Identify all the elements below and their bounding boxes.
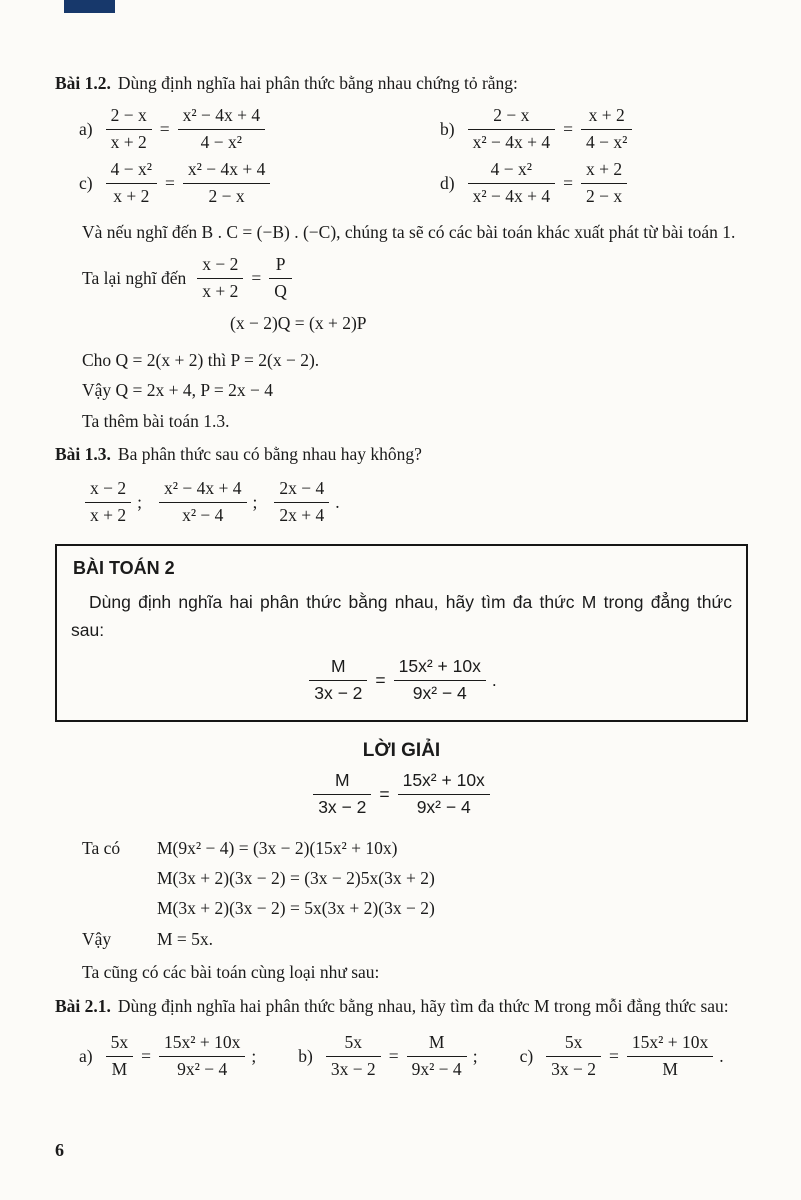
page-content	[55, 70, 748, 1081]
fraction-numerator: 2 − x	[493, 105, 530, 126]
fraction	[546, 1032, 601, 1081]
fraction	[581, 159, 627, 208]
fraction-numerator: 4 − x²	[110, 158, 152, 179]
fraction	[106, 159, 157, 208]
equals-sign: =	[141, 1046, 151, 1067]
nghi-den-line	[82, 254, 748, 303]
equation-d	[440, 159, 748, 208]
step-formula: M(3x + 2)(3x − 2) = (3x − 2)5x(3x + 2)	[157, 868, 435, 889]
fraction-numerator: x + 2	[585, 158, 623, 179]
fraction-denominator: 2x + 4	[274, 502, 329, 527]
bai-1-2-intro: Dùng định nghĩa hai phân thức bằng nhau chứng tỏ rằng:	[117, 73, 518, 93]
bai-2-1-intro: Dùng định nghĩa hai phân thức bằng nhau, hãy tìm đa thức M trong mỗi đẳng thức sau:	[117, 996, 729, 1017]
fraction-denominator: x + 2	[106, 129, 152, 154]
fraction	[178, 105, 266, 154]
fraction-denominator: 2 − x	[581, 183, 627, 208]
fraction-numerator: x − 2	[90, 477, 127, 498]
fraction-denominator: x² − 4x + 4	[468, 129, 556, 154]
fraction	[269, 254, 292, 303]
fraction-denominator: x² − 4	[159, 502, 247, 527]
fraction	[313, 770, 371, 819]
fraction	[326, 1032, 381, 1081]
item-label: c)	[519, 1046, 534, 1067]
bai-toan-2-equation	[71, 656, 732, 705]
period: .	[491, 669, 497, 690]
fraction-numerator: 5x	[564, 1032, 583, 1053]
header-bar-decoration	[64, 0, 115, 13]
solution-step	[82, 833, 748, 863]
equation-c	[520, 1032, 724, 1081]
bai-2-1-equations	[79, 1032, 748, 1081]
item-label: a)	[79, 119, 93, 139]
solution-step	[82, 863, 748, 893]
item-label: b)	[440, 119, 455, 139]
bai-1-3-intro: Ba phân thức sau có bằng nhau hay không?	[117, 443, 422, 464]
item-label: a)	[79, 1046, 93, 1067]
fraction-numerator: M	[331, 655, 346, 676]
equation-xq: (x − 2)Q = (x + 2)P	[230, 312, 367, 333]
bai-toan-2-box	[55, 544, 748, 722]
fraction-denominator: x + 2	[85, 502, 131, 527]
bai-1-2-label: Bài 1.2.	[55, 73, 111, 93]
fraction-denominator: x + 2	[197, 278, 243, 303]
fraction-numerator: 15x² + 10x	[398, 655, 481, 676]
equals-sign: =	[159, 119, 170, 139]
fraction-denominator: x + 2	[106, 183, 157, 208]
fraction	[468, 105, 556, 154]
step-lead	[82, 863, 157, 893]
bai-1-3-heading	[55, 441, 748, 468]
fraction-numerator: M	[428, 1032, 445, 1053]
fraction-denominator: M	[627, 1056, 713, 1081]
separator: ;	[251, 1046, 257, 1067]
fraction-numerator: M	[334, 770, 350, 791]
fraction-denominator: 9x² − 4	[394, 680, 486, 705]
equals-sign: =	[251, 267, 262, 288]
bai-2-1-heading	[55, 993, 748, 1020]
loi-giai-title: LỜI GIẢI	[362, 740, 441, 762]
fraction	[106, 1032, 134, 1081]
paragraph-bc-remark: Và nếu nghĩ đến B . C = (−B) . (−C), chúng ta sẽ có các bài toán khác xuất phát từ bài toán 1.	[82, 221, 736, 242]
line-vay: Vậy Q = 2x + 4, P = 2x − 4	[82, 380, 273, 401]
separator: .	[719, 1046, 724, 1067]
fraction-numerator: 15x² + 10x	[402, 770, 485, 791]
separator: .	[335, 491, 340, 512]
fraction-denominator: M	[106, 1056, 134, 1081]
equals-sign: =	[164, 172, 175, 193]
equals-sign: =	[563, 172, 573, 193]
separator: ;	[472, 1046, 478, 1067]
fraction-group	[271, 478, 339, 527]
bai-2-1-label: Bài 2.1.	[55, 996, 111, 1017]
fraction	[394, 656, 486, 705]
step-formula: M = 5x.	[157, 928, 214, 949]
step-lead: Vậy	[82, 928, 112, 949]
fraction-numerator: 15x² + 10x	[631, 1032, 709, 1053]
fraction-denominator: 3x − 2	[326, 1056, 381, 1081]
bai-1-3-label: Bài 1.3.	[55, 443, 111, 464]
item-label: d)	[440, 172, 455, 193]
fraction-denominator: 2 − x	[183, 183, 271, 208]
fraction-numerator: x + 2	[588, 105, 625, 126]
separator: ;	[137, 491, 142, 512]
bai-toan-2-title: BÀI TOÁN 2	[73, 558, 175, 579]
step-lead	[82, 893, 157, 923]
fraction-numerator: P	[275, 253, 286, 274]
fraction-numerator: 2 − x	[110, 105, 147, 126]
bai-1-3-fractions	[82, 478, 748, 527]
fraction	[627, 1032, 713, 1081]
fraction	[159, 1032, 245, 1081]
fraction-denominator: 3x − 2	[313, 794, 371, 819]
separator: ;	[252, 491, 258, 512]
page-number: 6	[55, 1140, 64, 1160]
bai-1-2-equations	[55, 105, 748, 208]
equals-sign: =	[375, 669, 386, 690]
equation-b	[298, 1032, 477, 1081]
bai-1-2-heading	[55, 70, 748, 97]
fraction	[581, 105, 632, 154]
equals-sign: =	[379, 784, 390, 805]
fraction	[398, 770, 490, 819]
fraction	[468, 159, 556, 208]
fraction-denominator: x² − 4x + 4	[468, 183, 556, 208]
fraction-denominator: 3x − 2	[546, 1056, 601, 1081]
fraction-denominator: 3x − 2	[309, 680, 367, 705]
fraction-denominator: 4 − x²	[178, 129, 266, 154]
equation-b	[440, 105, 748, 154]
fraction-numerator: 4 − x²	[490, 158, 533, 179]
bai-toan-2-body: Dùng định nghĩa hai phân thức bằng nhau, hãy tìm đa thức M trong đẳng thức sau:	[71, 592, 732, 640]
item-label: b)	[298, 1046, 313, 1067]
fraction	[85, 478, 131, 527]
fraction-numerator: 5x	[344, 1032, 362, 1053]
step-formula: M(9x² − 4) = (3x − 2)(15x² + 10x)	[157, 838, 398, 859]
fraction-denominator: 9x² − 4	[398, 794, 490, 819]
fraction-denominator: 9x² − 4	[159, 1056, 245, 1081]
fraction	[183, 159, 271, 208]
fraction	[106, 105, 152, 154]
item-label: c)	[79, 172, 93, 193]
fraction	[407, 1032, 467, 1081]
equals-sign: =	[388, 1046, 399, 1067]
line-them: Ta thêm bài toán 1.3.	[82, 410, 230, 431]
fraction-numerator: x² − 4x + 4	[164, 477, 242, 498]
equals-sign: =	[563, 119, 573, 139]
fraction-group	[156, 478, 257, 527]
fraction-numerator: x − 2	[202, 253, 239, 274]
fraction-numerator: 5x	[110, 1032, 129, 1053]
fraction	[274, 478, 329, 527]
fraction-group	[82, 478, 142, 527]
fraction-numerator: x² − 4x + 4	[187, 158, 266, 179]
equation-a	[79, 105, 440, 154]
fraction	[159, 478, 247, 527]
nghi-den-prefix: Ta lại nghĩ đến	[82, 267, 187, 288]
solution-equation	[55, 770, 748, 819]
step-formula: M(3x + 2)(3x − 2) = 5x(3x + 2)(3x − 2)	[157, 898, 435, 919]
line-cho: Cho Q = 2(x + 2) thì P = 2(x − 2).	[82, 349, 320, 370]
fraction	[309, 656, 367, 705]
fraction-numerator: x² − 4x + 4	[182, 105, 261, 126]
solution-step	[82, 893, 748, 923]
step-lead: Ta có	[82, 838, 121, 859]
equation-a	[79, 1032, 256, 1081]
fraction-numerator: 2x − 4	[279, 477, 325, 498]
fraction-denominator: Q	[269, 278, 292, 303]
fraction	[197, 254, 243, 303]
solution-outro: Ta cũng có các bài toán cùng loại như sau:	[82, 961, 380, 982]
fraction-denominator: 9x² − 4	[407, 1056, 467, 1081]
solution-step	[82, 924, 748, 954]
fraction-numerator: 15x² + 10x	[163, 1032, 241, 1053]
equation-c	[79, 159, 440, 208]
equals-sign: =	[609, 1046, 619, 1067]
fraction-denominator: 4 − x²	[581, 129, 632, 154]
